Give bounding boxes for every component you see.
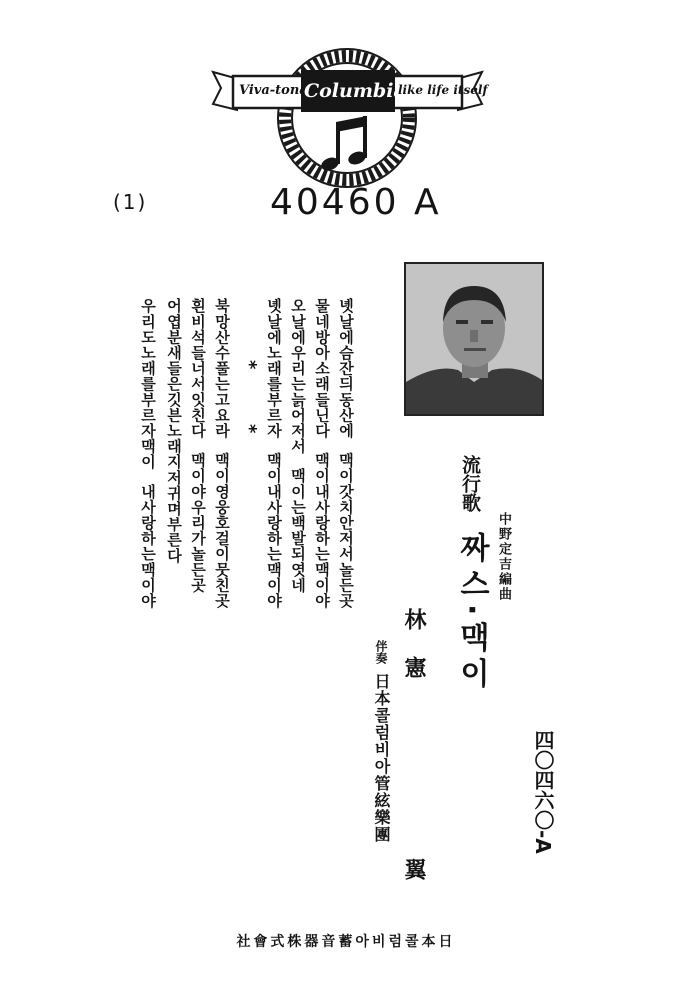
singer-suffix: 翼 [401,857,426,882]
lyric-column [314,298,329,608]
footer-divider [204,916,466,924]
catalog-number-cjk: 四〇四六〇-A [531,730,555,854]
lyric-line: 맥이내사랑하는맥이야 [265,452,283,609]
lyric-line: 녯날에노래를부르자 [265,298,283,439]
accompaniment-label: 伴奏 [374,640,388,664]
lyric-line: 맥이야우리가놀든곳 [189,452,207,593]
lyric-line: 내사랑하는맥이야 [139,483,157,609]
banner-left-text: Viva-tonal [239,83,313,98]
lyric-column [214,298,229,608]
catalog-number: 40460 A [270,182,442,223]
lyric-column [266,298,281,608]
lyric-line: 오날에우리는늙어저서 [289,298,307,454]
asterisk: * [239,424,260,435]
lyric-line: 맥이갓치안저서놀든곳 [337,452,355,609]
lyric-column [290,298,305,593]
side-number: (1) [113,190,148,214]
lyric-column [338,298,353,608]
lyric-line: 맥이영웅호걸이뭇친곳 [213,452,231,609]
lyric-line: 우리도노래를부르자맥이 [139,298,157,470]
lyric-line: 녯날에슴잔듸동산에 [337,298,355,439]
lyric-line: 흰비석들너서잇친다 [189,298,207,439]
asterisk: * [239,360,260,371]
brand-name: Columbia [304,80,406,102]
lyric-column [190,298,205,593]
stanza-separator [240,360,258,434]
lyric-line: 어엽분새들은깃븐노래지저귀며부른다 [165,298,183,564]
singer-credit [402,608,424,882]
lyric-column [166,298,181,563]
lyric-line: 물네방아소래들닌다 [313,298,331,439]
banner-right-text: like life itself [398,83,488,97]
singer-portrait [404,262,544,416]
arranger-credit: 中野定吉編曲 [496,512,511,602]
company-name: 社會式株器音蓄아비럼콜本日 [236,934,456,950]
genre-label: 流行歌 [459,455,481,512]
lyric-line: 맥이내사랑하는맥이야 [313,452,331,609]
song-title: 짜스·맥이 [454,532,489,694]
lyric-line: 맥이는백발되엿네 [289,468,307,593]
singer-name: 林 憲 [401,608,426,680]
lyric-column [140,298,155,608]
columbia-logo [205,40,490,205]
lyric-line: 북망산수풀는고요라 [213,298,231,439]
accompaniment-credit: 日本콜럼비아管絃樂團 [372,673,391,843]
